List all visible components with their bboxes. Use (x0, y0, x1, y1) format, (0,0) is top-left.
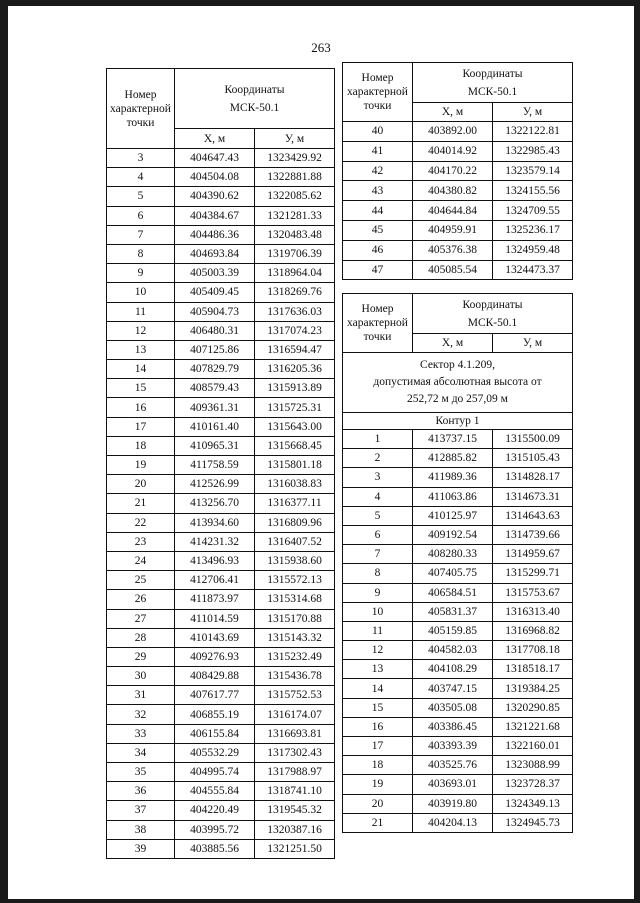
table-row (343, 564, 573, 583)
x-coordinate-cell: 405159.85 (413, 621, 493, 640)
table-row (107, 283, 335, 302)
point-number-cell: 11 (343, 621, 413, 640)
y-coordinate-cell: 1320483.48 (255, 225, 335, 244)
point-number-cell: 19 (343, 775, 413, 794)
table-row (343, 698, 573, 717)
x-coordinate-cell: 411063.86 (413, 487, 493, 506)
point-number-cell: 21 (343, 813, 413, 832)
point-number-cell: 12 (343, 641, 413, 660)
y-coordinate-cell: 1322985.43 (493, 141, 573, 161)
x-coordinate-cell: 408429.88 (175, 667, 255, 686)
x-coordinate-cell: 405376.38 (413, 240, 493, 260)
point-number-cell: 18 (107, 436, 175, 455)
table-row (107, 436, 335, 455)
table-row (107, 801, 335, 820)
x-coordinate-cell: 413256.70 (175, 494, 255, 513)
y-coordinate-cell: 1316407.52 (255, 532, 335, 551)
x-coordinate-cell: 406155.84 (175, 724, 255, 743)
point-number-cell: 5 (107, 187, 175, 206)
table-row (343, 775, 573, 794)
y-coordinate-cell: 1323429.92 (255, 149, 335, 168)
point-number-cell: 17 (107, 417, 175, 436)
point-number-cell: 10 (107, 283, 175, 302)
table-row (343, 487, 573, 506)
table-body (343, 430, 573, 833)
point-number-cell: 43 (343, 181, 413, 201)
y-coordinate-cell: 1322085.62 (255, 187, 335, 206)
table-row (107, 494, 335, 513)
point-number-cell: 24 (107, 551, 175, 570)
contour-label: Контур 1 (343, 413, 573, 430)
point-number-cell: 7 (343, 545, 413, 564)
coordinates-table-right-bottom (342, 293, 573, 833)
point-number-cell: 20 (343, 794, 413, 813)
y-coordinate-cell: 1314828.17 (493, 468, 573, 487)
x-coordinate-cell: 403747.15 (413, 679, 493, 698)
x-coordinate-cell: 405532.29 (175, 743, 255, 762)
table-row (107, 398, 335, 417)
y-coordinate-cell: 1315143.32 (255, 628, 335, 647)
x-coordinate-cell: 408280.33 (413, 545, 493, 564)
point-number-cell: 35 (107, 763, 175, 782)
table-row (107, 149, 335, 168)
point-number-cell: 21 (107, 494, 175, 513)
table-row (107, 782, 335, 801)
point-number-cell: 38 (107, 820, 175, 839)
coordinates-header: Координаты МСК-50.1 (175, 69, 335, 129)
x-coordinate-cell: 405831.37 (413, 602, 493, 621)
table-row (107, 590, 335, 609)
x-coordinate-cell: 403525.76 (413, 756, 493, 775)
x-coordinate-cell: 404380.82 (413, 181, 493, 201)
y-coordinate-cell: 1315643.00 (255, 417, 335, 436)
y-coordinate-cell: 1321281.33 (255, 206, 335, 225)
x-coordinate-cell: 403892.00 (413, 122, 493, 142)
y-coordinate-cell: 1323579.14 (493, 161, 573, 181)
x-coordinate-cell: 405085.54 (413, 260, 493, 280)
table-row (343, 122, 573, 142)
y-coordinate-cell: 1323728.37 (493, 775, 573, 794)
y-coordinate-cell: 1322160.01 (493, 737, 573, 756)
point-number-cell: 45 (343, 220, 413, 240)
y-coordinate-cell: 1315913.89 (255, 379, 335, 398)
point-number-cell: 16 (107, 398, 175, 417)
x-coordinate-cell: 405904.73 (175, 302, 255, 321)
y-coordinate-cell: 1314739.66 (493, 525, 573, 544)
point-number-cell: 27 (107, 609, 175, 628)
table-row (343, 756, 573, 775)
table-row (343, 260, 573, 280)
point-number-cell: 28 (107, 628, 175, 647)
point-number-cell: 47 (343, 260, 413, 280)
y-coordinate-cell: 1321221.68 (493, 717, 573, 736)
point-number-cell: 37 (107, 801, 175, 820)
table-row (343, 641, 573, 660)
y-coordinate-cell: 1325236.17 (493, 220, 573, 240)
table-row (343, 240, 573, 260)
table-row (107, 187, 335, 206)
table-row (107, 168, 335, 187)
point-number-cell: 25 (107, 571, 175, 590)
table-row (343, 141, 573, 161)
x-coordinate-cell: 410143.69 (175, 628, 255, 647)
x-coordinate-cell: 403885.56 (175, 839, 255, 858)
point-number-cell: 18 (343, 756, 413, 775)
table-body (107, 149, 335, 859)
y-coordinate-cell: 1317302.43 (255, 743, 335, 762)
x-coordinate-cell: 405003.39 (175, 264, 255, 283)
x-coordinate-cell: 404108.29 (413, 660, 493, 679)
point-number-cell: 17 (343, 737, 413, 756)
table-row (107, 379, 335, 398)
x-coordinate-cell: 404504.08 (175, 168, 255, 187)
point-number-cell: 13 (343, 660, 413, 679)
point-number-cell: 29 (107, 647, 175, 666)
table-row (107, 513, 335, 532)
table-row (107, 456, 335, 475)
y-coordinate-cell: 1316313.40 (493, 602, 573, 621)
x-column-header: X, м (413, 103, 493, 122)
table-row (107, 551, 335, 570)
y-coordinate-cell: 1316205.36 (255, 360, 335, 379)
table-row (107, 244, 335, 263)
x-coordinate-cell: 410161.40 (175, 417, 255, 436)
x-coordinate-cell: 404204.13 (413, 813, 493, 832)
y-coordinate-cell: 1324959.48 (493, 240, 573, 260)
table-row (343, 717, 573, 736)
table-row (107, 340, 335, 359)
y-coordinate-cell: 1317074.23 (255, 321, 335, 340)
y-coordinate-cell: 1315299.71 (493, 564, 573, 583)
x-column-header: X, м (175, 129, 255, 149)
y-coordinate-cell: 1317636.03 (255, 302, 335, 321)
y-coordinate-cell: 1315314.68 (255, 590, 335, 609)
x-coordinate-cell: 407617.77 (175, 686, 255, 705)
y-coordinate-cell: 1321251.50 (255, 839, 335, 858)
y-coordinate-cell: 1314673.31 (493, 487, 573, 506)
x-coordinate-cell: 414231.32 (175, 532, 255, 551)
y-coordinate-cell: 1315725.31 (255, 398, 335, 417)
y-coordinate-cell: 1324945.73 (493, 813, 573, 832)
point-number-header: Номер характерной точки (343, 63, 413, 122)
y-coordinate-cell: 1323088.99 (493, 756, 573, 775)
y-coordinate-cell: 1319706.39 (255, 244, 335, 263)
y-coordinate-cell: 1318518.17 (493, 660, 573, 679)
table-row (343, 430, 573, 449)
x-coordinate-cell: 413934.60 (175, 513, 255, 532)
y-coordinate-cell: 1316038.83 (255, 475, 335, 494)
x-coordinate-cell: 410965.31 (175, 436, 255, 455)
x-coordinate-cell: 411014.59 (175, 609, 255, 628)
coordinates-table-left (106, 68, 335, 859)
x-coordinate-cell: 407125.86 (175, 340, 255, 359)
x-coordinate-cell: 413496.93 (175, 551, 255, 570)
y-coordinate-cell: 1319545.32 (255, 801, 335, 820)
x-coordinate-cell: 405409.45 (175, 283, 255, 302)
y-coordinate-cell: 1324709.55 (493, 201, 573, 221)
x-coordinate-cell: 406584.51 (413, 583, 493, 602)
table-row (343, 525, 573, 544)
y-coordinate-cell: 1317988.97 (255, 763, 335, 782)
point-number-cell: 9 (107, 264, 175, 283)
y-coordinate-cell: 1324473.37 (493, 260, 573, 280)
x-coordinate-cell: 403995.72 (175, 820, 255, 839)
table-row (107, 302, 335, 321)
y-coordinate-cell: 1315436.78 (255, 667, 335, 686)
y-coordinate-cell: 1316693.81 (255, 724, 335, 743)
point-number-cell: 4 (343, 487, 413, 506)
table-row (107, 206, 335, 225)
table-row (107, 686, 335, 705)
x-coordinate-cell: 407829.79 (175, 360, 255, 379)
y-coordinate-cell: 1319384.25 (493, 679, 573, 698)
point-number-cell: 40 (343, 122, 413, 142)
point-number-cell: 16 (343, 717, 413, 736)
table-row (343, 161, 573, 181)
x-coordinate-cell: 411989.36 (413, 468, 493, 487)
x-coordinate-cell: 412526.99 (175, 475, 255, 494)
y-column-header: У, м (493, 334, 573, 353)
point-number-cell: 23 (107, 532, 175, 551)
x-coordinate-cell: 404014.92 (413, 141, 493, 161)
table-row (343, 181, 573, 201)
table-row (343, 737, 573, 756)
y-coordinate-cell: 1317708.18 (493, 641, 573, 660)
point-number-cell: 19 (107, 456, 175, 475)
table-row (107, 647, 335, 666)
x-coordinate-cell: 410125.97 (413, 506, 493, 525)
point-number-cell: 44 (343, 201, 413, 221)
y-coordinate-cell: 1315500.09 (493, 430, 573, 449)
y-coordinate-cell: 1324155.56 (493, 181, 573, 201)
x-coordinate-cell: 403393.39 (413, 737, 493, 756)
x-coordinate-cell: 403505.08 (413, 698, 493, 717)
point-number-cell: 36 (107, 782, 175, 801)
x-coordinate-cell: 403693.01 (413, 775, 493, 794)
page-number: 263 (311, 40, 331, 55)
x-coordinate-cell: 404644.84 (413, 201, 493, 221)
x-coordinate-cell: 411873.97 (175, 590, 255, 609)
table-row (107, 264, 335, 283)
x-coordinate-cell: 404555.84 (175, 782, 255, 801)
y-coordinate-cell: 1322122.81 (493, 122, 573, 142)
point-number-cell: 13 (107, 340, 175, 359)
y-coordinate-cell: 1315105.43 (493, 449, 573, 468)
y-column-header: У, м (255, 129, 335, 149)
y-coordinate-cell: 1315752.53 (255, 686, 335, 705)
y-coordinate-cell: 1315801.18 (255, 456, 335, 475)
y-coordinate-cell: 1316968.82 (493, 621, 573, 640)
table-body (343, 122, 573, 280)
point-number-cell: 6 (343, 525, 413, 544)
table-row (107, 321, 335, 340)
point-number-cell: 31 (107, 686, 175, 705)
document-page (8, 6, 634, 899)
point-number-cell: 15 (343, 698, 413, 717)
table-row (107, 820, 335, 839)
table-header (343, 63, 573, 122)
x-coordinate-cell: 404995.74 (175, 763, 255, 782)
sector-description: Сектор 4.1.209, допустимая абсолютная высота от 252,72 м до 257,09 м (343, 353, 573, 413)
point-number-cell: 46 (343, 240, 413, 260)
y-coordinate-cell: 1322881.88 (255, 168, 335, 187)
x-coordinate-cell: 408579.43 (175, 379, 255, 398)
point-number-cell: 2 (343, 449, 413, 468)
x-coordinate-cell: 403919.80 (413, 794, 493, 813)
point-number-header: Номер характерной точки (343, 294, 413, 353)
table-row (343, 813, 573, 832)
point-number-cell: 6 (107, 206, 175, 225)
x-coordinate-cell: 406480.31 (175, 321, 255, 340)
point-number-cell: 41 (343, 141, 413, 161)
point-number-cell: 3 (343, 468, 413, 487)
point-number-cell: 22 (107, 513, 175, 532)
point-number-cell: 7 (107, 225, 175, 244)
x-coordinate-cell: 409192.54 (413, 525, 493, 544)
table-header (343, 294, 573, 430)
table-row (343, 545, 573, 564)
table-row (107, 743, 335, 762)
table-row (107, 225, 335, 244)
table-row (343, 602, 573, 621)
point-number-cell: 33 (107, 724, 175, 743)
y-coordinate-cell: 1318741.10 (255, 782, 335, 801)
table-row (107, 417, 335, 436)
y-coordinate-cell: 1314959.67 (493, 545, 573, 564)
table-row (107, 763, 335, 782)
point-number-cell: 20 (107, 475, 175, 494)
y-coordinate-cell: 1316809.96 (255, 513, 335, 532)
table-row (343, 621, 573, 640)
x-coordinate-cell: 404959.91 (413, 220, 493, 240)
x-coordinate-cell: 404220.49 (175, 801, 255, 820)
coordinates-header: Координаты МСК-50.1 (413, 63, 573, 103)
y-coordinate-cell: 1314643.63 (493, 506, 573, 525)
point-number-cell: 3 (107, 149, 175, 168)
point-number-cell: 9 (343, 583, 413, 602)
point-number-cell: 5 (343, 506, 413, 525)
y-coordinate-cell: 1324349.13 (493, 794, 573, 813)
table-row (107, 705, 335, 724)
x-coordinate-cell: 412706.41 (175, 571, 255, 590)
coordinates-header: Координаты МСК-50.1 (413, 294, 573, 334)
point-number-cell: 1 (343, 430, 413, 449)
y-coordinate-cell: 1316594.47 (255, 340, 335, 359)
point-number-cell: 14 (107, 360, 175, 379)
y-coordinate-cell: 1315572.13 (255, 571, 335, 590)
table-row (107, 571, 335, 590)
x-coordinate-cell: 413737.15 (413, 430, 493, 449)
table-row (343, 220, 573, 240)
table-row (107, 360, 335, 379)
y-coordinate-cell: 1315170.88 (255, 609, 335, 628)
x-coordinate-cell: 404384.67 (175, 206, 255, 225)
x-coordinate-cell: 409361.31 (175, 398, 255, 417)
table-row (343, 449, 573, 468)
point-number-cell: 32 (107, 705, 175, 724)
table-row (343, 583, 573, 602)
table-row (107, 475, 335, 494)
table-row (107, 667, 335, 686)
point-number-cell: 8 (343, 564, 413, 583)
x-column-header: X, м (413, 334, 493, 353)
table-row (343, 660, 573, 679)
y-coordinate-cell: 1320387.16 (255, 820, 335, 839)
x-coordinate-cell: 406855.19 (175, 705, 255, 724)
point-number-cell: 15 (107, 379, 175, 398)
table-row (343, 506, 573, 525)
point-number-cell: 10 (343, 602, 413, 621)
x-coordinate-cell: 404582.03 (413, 641, 493, 660)
table-row (107, 839, 335, 858)
point-number-cell: 34 (107, 743, 175, 762)
x-coordinate-cell: 403386.45 (413, 717, 493, 736)
y-coordinate-cell: 1318269.76 (255, 283, 335, 302)
point-number-cell: 42 (343, 161, 413, 181)
point-number-cell: 8 (107, 244, 175, 263)
table-row (107, 724, 335, 743)
x-coordinate-cell: 411758.59 (175, 456, 255, 475)
table-row (107, 532, 335, 551)
x-coordinate-cell: 404390.62 (175, 187, 255, 206)
y-column-header: У, м (493, 103, 573, 122)
point-number-cell: 26 (107, 590, 175, 609)
table-row (107, 628, 335, 647)
y-coordinate-cell: 1315753.67 (493, 583, 573, 602)
table-row (343, 201, 573, 221)
coordinates-table-right-top (342, 62, 573, 280)
point-number-header: Номер характерной точки (107, 69, 175, 149)
table-row (343, 794, 573, 813)
point-number-cell: 39 (107, 839, 175, 858)
y-coordinate-cell: 1315938.60 (255, 551, 335, 570)
x-coordinate-cell: 404170.22 (413, 161, 493, 181)
y-coordinate-cell: 1320290.85 (493, 698, 573, 717)
y-coordinate-cell: 1315668.45 (255, 436, 335, 455)
point-number-cell: 30 (107, 667, 175, 686)
point-number-cell: 11 (107, 302, 175, 321)
y-coordinate-cell: 1316377.11 (255, 494, 335, 513)
x-coordinate-cell: 412885.82 (413, 449, 493, 468)
x-coordinate-cell: 407405.75 (413, 564, 493, 583)
table-header (107, 69, 335, 149)
x-coordinate-cell: 404693.84 (175, 244, 255, 263)
table-row (107, 609, 335, 628)
y-coordinate-cell: 1316174.07 (255, 705, 335, 724)
point-number-cell: 4 (107, 168, 175, 187)
y-coordinate-cell: 1315232.49 (255, 647, 335, 666)
table-row (343, 679, 573, 698)
x-coordinate-cell: 404486.36 (175, 225, 255, 244)
point-number-cell: 12 (107, 321, 175, 340)
point-number-cell: 14 (343, 679, 413, 698)
x-coordinate-cell: 409276.93 (175, 647, 255, 666)
x-coordinate-cell: 404647.43 (175, 149, 255, 168)
y-coordinate-cell: 1318964.04 (255, 264, 335, 283)
table-row (343, 468, 573, 487)
